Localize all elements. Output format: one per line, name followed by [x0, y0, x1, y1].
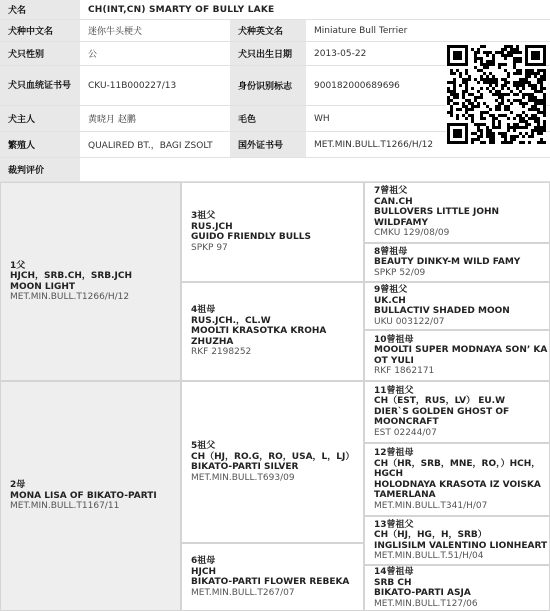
- label-id-mark: 身份识别标志: [230, 66, 306, 105]
- sire-name: MOON LIGHT: [10, 281, 76, 292]
- value-id-mark: 900182000689696: [306, 66, 446, 105]
- gg12-reg: MET.MIN.BULL.T341/H/07: [374, 500, 488, 511]
- gg10-title: 10曾祖母: [374, 334, 414, 345]
- gg11-name-1: DIER`S GOLDEN GHOST OF: [374, 406, 510, 417]
- gg12-titles-1: CH（HR，SRB，MNE，RO，）HCH，: [374, 458, 541, 469]
- value-owner: 黄晓月 赵鹏: [80, 106, 230, 131]
- gg12-name-2: TAMERLANA: [374, 490, 436, 500]
- gg12-titles-2: HGCH: [374, 469, 404, 479]
- sire-title: 1父: [10, 260, 26, 271]
- gg14-titles: SRB CH: [374, 577, 412, 588]
- gg8-reg: SPKP 52/09: [374, 267, 426, 278]
- value-judge: [80, 158, 550, 181]
- dam-reg: MET.MIN.BULL.T1167/11: [10, 501, 120, 512]
- row-judge: [0, 158, 550, 182]
- gg12-name-1: HOLODNAYA KRASOTA IZ VOISKA: [374, 479, 541, 490]
- dam-name: MONA LISA OF BIKATO-PARTI: [10, 490, 157, 501]
- g4-titles: RUS.JCH.，CL.W: [191, 315, 271, 326]
- gg13-reg: MET.MIN.BULL.T.51/H/04: [374, 551, 484, 561]
- label-foreign-cert: 国外证书号: [230, 132, 306, 157]
- label-owner: 犬主人: [0, 106, 80, 131]
- g3-reg: SPKP 97: [191, 242, 228, 253]
- gg7-reg: CMKU 129/08/09: [374, 228, 450, 239]
- label-cert-no: 犬只血统证书号: [0, 66, 80, 105]
- g4-reg: RKF 2198252: [191, 347, 252, 358]
- qr-code[interactable]: [446, 44, 546, 146]
- pedigree-ggd-10: [364, 330, 550, 381]
- gg7-titles: CAN.CH: [374, 196, 413, 207]
- label-judge: 裁判评价: [0, 158, 80, 181]
- pedigree-sire: [0, 182, 181, 381]
- value-breed-en: Miniature Bull Terrier: [306, 20, 550, 41]
- gg7-title: 7曾祖父: [374, 186, 408, 197]
- value-breed-cn: 迷你牛头梗犬: [80, 20, 230, 41]
- g4-name-2: ZHUZHA: [191, 336, 234, 347]
- row-dog-name: [0, 0, 550, 20]
- g5-title: 5祖父: [191, 441, 216, 451]
- gg8-title: 8曾祖母: [374, 246, 408, 257]
- label-dog-name: 犬名: [0, 0, 80, 19]
- g6-title: 6祖母: [191, 556, 216, 566]
- g6-reg: MET.MIN.BULL.T267/07: [191, 587, 295, 598]
- label-color: 毛色: [230, 106, 306, 131]
- g6-name: BIKATO-PARTI FLOWER REBEKA: [191, 577, 350, 587]
- gg14-title: 14曾祖母: [374, 567, 414, 577]
- label-breed-en: 犬种英文名: [230, 20, 306, 41]
- pedigree-dam: [0, 381, 181, 611]
- g5-name: BIKATO-PARTI SILVER: [191, 462, 299, 472]
- gg12-title: 12曾祖母: [374, 448, 414, 458]
- gg11-reg: EST 02244/07: [374, 427, 437, 438]
- gg9-titles: UK.CH: [374, 295, 406, 306]
- pedigree-grandsire-5: [181, 381, 364, 543]
- g4-title: 4祖母: [191, 305, 216, 316]
- pedigree-ggs-11: [364, 381, 550, 443]
- pedigree-granddam-4: [181, 282, 364, 381]
- sire-titles: HJCH，SRB.CH，SRB.JCH: [10, 271, 133, 281]
- gg8-name: BEAUTY DINKY-M WILD FAMY: [374, 257, 521, 268]
- value-sex: 公: [80, 42, 230, 65]
- pedigree-ggs-7: [364, 182, 550, 243]
- value-cert-no: CKU-11B000227/13: [80, 66, 230, 105]
- label-breed-cn: 犬种中文名: [0, 20, 80, 41]
- value-breeder: QUALIRED BT.，BAGI ZSOLT: [80, 132, 230, 157]
- value-dog-name: CH(INT,CN) SMARTY OF BULLY LAKE: [80, 0, 550, 19]
- pedigree-tree: [0, 182, 550, 611]
- label-breeder: 繁殖人: [0, 132, 80, 157]
- pedigree-ggd-14: [364, 565, 550, 611]
- gg13-title: 13曾祖父: [374, 519, 414, 530]
- gg13-name: INGLISILM VALENTINO LIONHEART: [374, 540, 548, 551]
- gg10-name-1: MOOLTI SUPER MODNAYA SON’ KA: [374, 345, 548, 355]
- g3-name: GUIDO FRIENDLY BULLS: [191, 232, 311, 242]
- gg9-title: 9曾祖父: [374, 285, 408, 295]
- g3-title: 3祖父: [191, 211, 216, 221]
- gg14-reg: MET.MIN.BULL.T127/06: [374, 598, 478, 609]
- value-color: WH: [306, 106, 446, 131]
- pedigree-granddam-6: [181, 543, 364, 611]
- gg11-title: 11曾祖父: [374, 385, 414, 396]
- g4-name-1: MOOLTI KRASOTKA KROHA: [191, 326, 327, 337]
- gg13-titles: CH（HJ，HG，H，SRB）: [374, 530, 487, 540]
- gg14-name: BIKATO-PARTI ASJA: [374, 588, 471, 598]
- gg11-titles: CH（EST，RUS，LV） EU.W: [374, 396, 506, 407]
- g6-titles: HJCH: [191, 566, 217, 577]
- pedigree-ggs-9: [364, 282, 550, 330]
- value-birth-date: 2013-05-22: [306, 42, 446, 65]
- gg7-name-2: WILDFAMY: [374, 217, 429, 228]
- pedigree-ggd-12: [364, 443, 550, 516]
- g3-titles: RUS.JCH: [191, 221, 233, 232]
- gg7-name-1: BULLOVERS LITTLE JOHN: [374, 207, 500, 218]
- row-breed: [0, 20, 550, 42]
- gg9-reg: UKU 003122/07: [374, 316, 445, 327]
- gg10-reg: RKF 1862171: [374, 366, 435, 376]
- sire-reg: MET.MIN.BULL.T1266/H/12: [10, 292, 130, 302]
- label-birth-date: 犬只出生日期: [230, 42, 306, 65]
- pedigree-ggd-8: [364, 243, 550, 282]
- dam-title: 2母: [10, 480, 26, 491]
- pedigree-ggs-13: [364, 516, 550, 565]
- value-foreign-cert: MET.MIN.BULL.T1266/H/12: [306, 132, 550, 157]
- pedigree-grandsire-3: [181, 182, 364, 282]
- label-sex: 犬只性别: [0, 42, 80, 65]
- g5-reg: MET.MIN.BULL.T693/09: [191, 472, 295, 483]
- gg9-name: BULLACTIV SHADED MOON: [374, 306, 510, 316]
- g5-titles: CH（HJ，RO.G，RO，USA，L，LJ）: [191, 451, 355, 462]
- gg10-name-2: OT YULI: [374, 355, 414, 366]
- gg11-name-2: MOONCRAFT: [374, 417, 439, 428]
